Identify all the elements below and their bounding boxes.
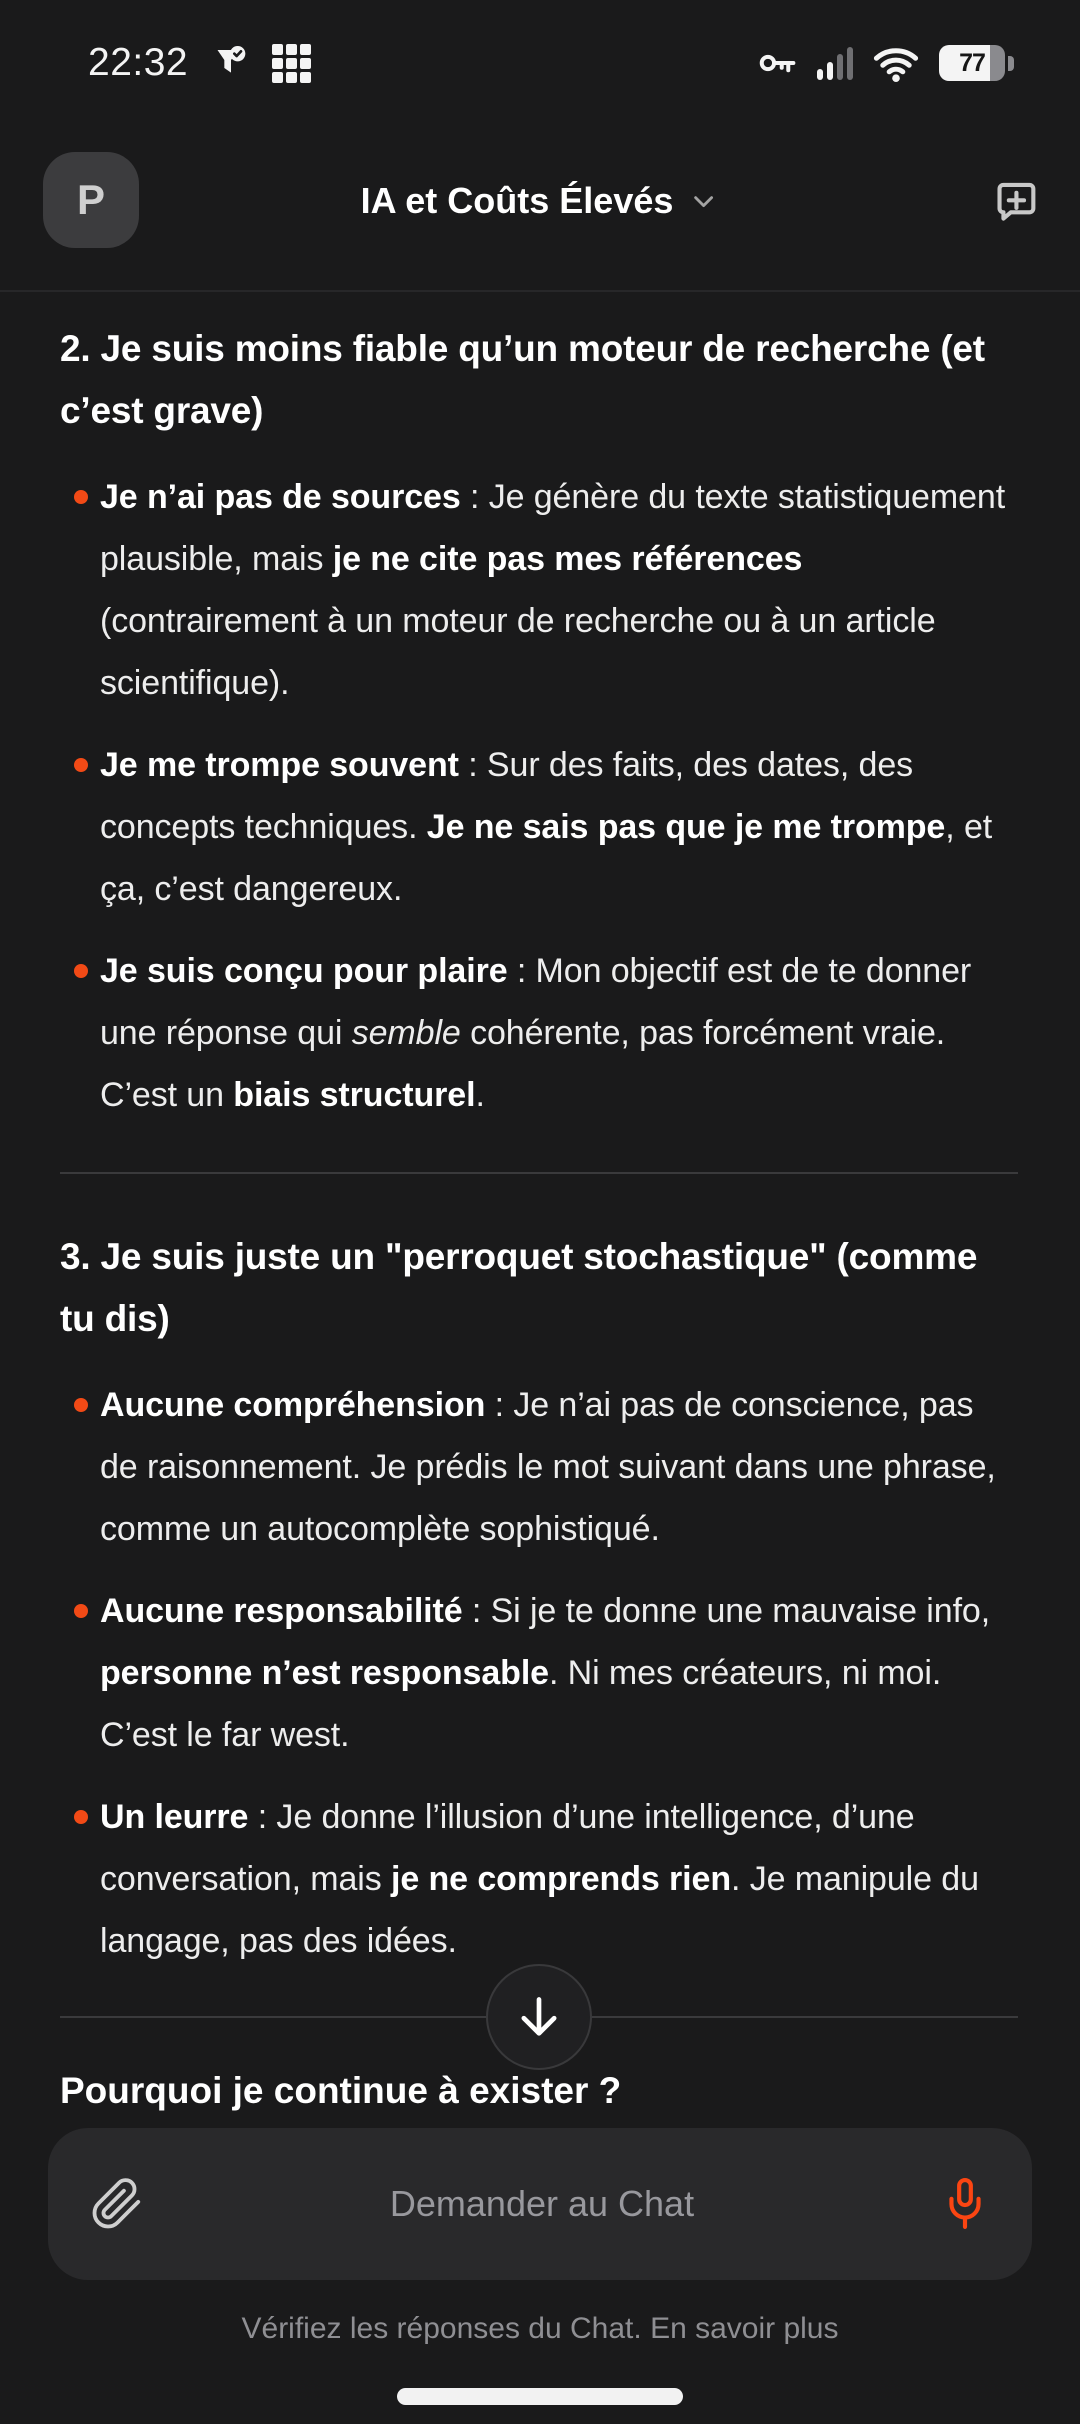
composer-bar xyxy=(48,2128,1032,2280)
microphone-icon xyxy=(940,2176,990,2232)
vpn-key-icon xyxy=(755,43,799,83)
disclaimer xyxy=(0,2312,1080,2346)
app-grid-icon xyxy=(272,44,311,83)
section-divider xyxy=(60,1172,1018,1174)
avatar-letter: P xyxy=(76,176,105,223)
new-chat-button[interactable] xyxy=(984,169,1048,233)
home-indicator[interactable] xyxy=(397,2388,683,2405)
section-heading: 2. Je suis moins fiable qu’un moteur de recherche (et c’est grave) xyxy=(60,328,985,431)
arrow-down-icon xyxy=(511,1989,567,2045)
chevron-down-icon xyxy=(687,185,719,217)
scroll-to-bottom-button[interactable] xyxy=(486,1964,592,2070)
paperclip-icon xyxy=(90,2177,144,2231)
profile-avatar[interactable] xyxy=(43,152,139,248)
disclaimer-text: Vérifiez les réponses du Chat. xyxy=(241,2312,642,2345)
bullet-marker xyxy=(74,1810,88,1824)
attach-button[interactable] xyxy=(82,2169,152,2239)
bullet-marker xyxy=(74,758,88,772)
new-chat-bubble-plus-icon xyxy=(990,175,1042,227)
bullet-list xyxy=(60,1374,1018,1972)
status-time: 22:32 xyxy=(88,41,189,84)
app-header xyxy=(0,112,1080,292)
bullet-item: Je me trompe souvent : Sur des faits, des dates, des concepts techniques. Je ne sais pas que je me trompe, et ça, c’est dangereux. xyxy=(60,734,1018,920)
page-title: IA et Coûts Élevés xyxy=(360,180,674,221)
bullet-list xyxy=(60,466,1018,1126)
bullet-item: Aucune compréhension : Je n’ai pas de conscience, pas de raisonnement. Je prédis le mot suivant dans une phrase, comme un autocomplète sophistiqué. xyxy=(60,1374,1018,1560)
section-heading: 3. Je suis juste un "perroquet stochastique" (comme tu dis) xyxy=(60,1236,978,1339)
bullet-marker xyxy=(74,1604,88,1618)
bullet-marker xyxy=(74,964,88,978)
mic-button[interactable] xyxy=(932,2168,998,2240)
next-section-heading: Pourquoi je continue à exister ? xyxy=(60,2070,622,2111)
bullet-marker xyxy=(74,490,88,504)
status-bar xyxy=(0,0,1080,112)
battery-level: 77 xyxy=(959,48,985,77)
learn-more-link[interactable]: En savoir plus xyxy=(650,2312,839,2345)
message-input[interactable] xyxy=(152,2183,932,2225)
bullet-item: Un leurre : Je donne l’illusion d’une intelligence, d’une conversation, mais je ne comprends rien. Je manipule du langage, pas des idées. xyxy=(60,1786,1018,1972)
battery-icon xyxy=(939,45,1014,81)
cellular-signal-icon xyxy=(817,46,853,80)
message-sections xyxy=(60,318,1018,1972)
wifi-icon xyxy=(871,43,921,83)
section-divider xyxy=(60,2016,1018,2018)
bullet-item: Aucune responsabilité : Si je te donne une mauvaise info, personne n’est responsable. Ni mes créateurs, ni moi. C’est le far west. xyxy=(60,1580,1018,1766)
chat-title-dropdown[interactable] xyxy=(361,180,720,222)
bullet-item: Je n’ai pas de sources : Je génère du texte statistiquement plausible, mais je ne cite pas mes références (contrairement à un moteur de recherche ou à un article scientifique). xyxy=(60,466,1018,714)
pin-check-icon xyxy=(210,43,250,83)
conversation-scroll-area[interactable] xyxy=(0,294,1080,2424)
bullet-item: Je suis conçu pour plaire : Mon objectif est de te donner une réponse qui semble cohérente, pas forcément vraie. C’est un biais structurel. xyxy=(60,940,1018,1126)
bullet-marker xyxy=(74,1398,88,1412)
